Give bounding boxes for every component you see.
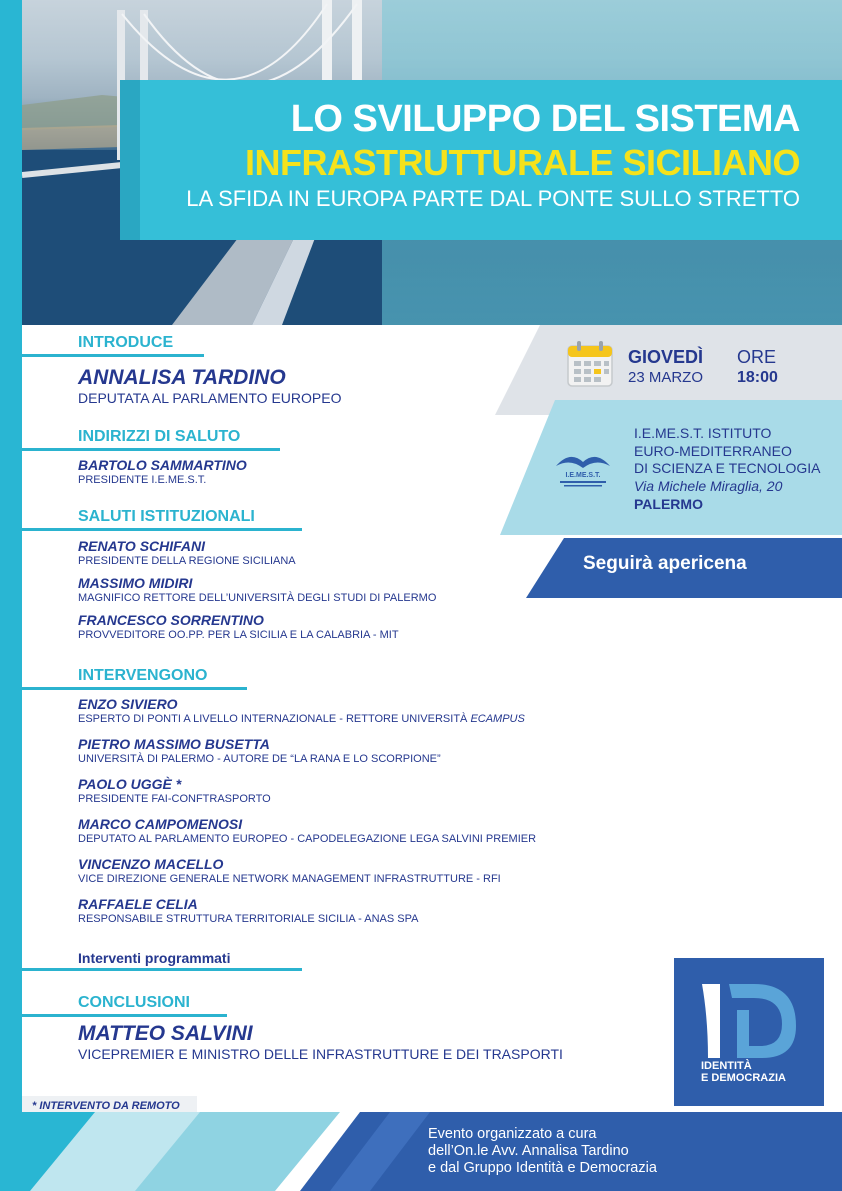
venue-line-2: EURO-MEDITERRANEO <box>634 443 792 459</box>
section-heading-saluto: INDIRIZZI DI SALUTO <box>78 428 241 445</box>
remote-note: * INTERVENTO DA REMOTO <box>32 1100 180 1112</box>
title-line-2: INFRASTRUTTURALE SICILIANO <box>245 142 800 183</box>
speaker-name: BARTOLO SAMMARTINO <box>78 457 247 473</box>
speaker-name: PIETRO MASSIMO BUSETTA <box>78 736 270 752</box>
speaker-role: RESPONSABILE STRUTTURA TERRITORIALE SICILIA - ANAS SPA <box>78 913 419 925</box>
introduce-name: ANNALISA TARDINO <box>78 366 286 389</box>
calendar-icon <box>566 340 614 388</box>
speaker-role <box>78 713 525 725</box>
section-heading-intervengono: INTERVENGONO <box>78 667 208 684</box>
speaker-role: VICE DIREZIONE GENERALE NETWORK MANAGEMENT INFRASTRUTTURE - RFI <box>78 873 501 885</box>
speaker-role: PRESIDENTE DELLA REGIONE SICILIANA <box>78 555 296 567</box>
venue-address: Via Michele Miraglia, 20 <box>634 478 783 494</box>
iemest-logo <box>552 448 614 490</box>
section-heading-conclusioni: CONCLUSIONI <box>78 994 190 1011</box>
logo-text: I.E.ME.S.T. <box>565 472 601 479</box>
speaker-name: MARCO CAMPOMENOSI <box>78 816 243 832</box>
subtitle: LA SFIDA IN EUROPA PARTE DAL PONTE SULLO STRETTO <box>186 186 800 211</box>
apericena-text: Seguirà apericena <box>583 553 747 574</box>
speaker-role: PRESIDENTE FAI-CONFTRASPORTO <box>78 793 271 805</box>
footer-band <box>0 1112 842 1191</box>
footer-line-2: dell’On.le Avv. Annalisa Tardino <box>428 1143 629 1159</box>
venue-city: PALERMO <box>634 496 703 512</box>
event-time: 18:00 <box>737 369 778 386</box>
footer-line-3: e dal Gruppo Identità e Democrazia <box>428 1160 657 1176</box>
section-underline <box>22 687 247 690</box>
speaker-name: ENZO SIVIERO <box>78 696 178 712</box>
introduce-role: DEPUTATA AL PARLAMENTO EUROPEO <box>78 390 342 406</box>
speaker-role: DEPUTATO AL PARLAMENTO EUROPEO - CAPODELEGAZIONE LEGA SALVINI PREMIER <box>78 833 537 845</box>
left-border <box>0 0 22 1191</box>
speaker-role: MAGNIFICO RETTORE DELL’UNIVERSITÀ DEGLI STUDI DI PALERMO <box>78 592 437 604</box>
programmati-label: Interventi programmati <box>78 950 231 966</box>
speaker-name: RAFFAELE CELIA <box>78 896 198 912</box>
conclusioni-name: MATTEO SALVINI <box>78 1022 253 1045</box>
speaker-name: MASSIMO MIDIRI <box>78 575 193 591</box>
venue-line-3: DI SCIENZA E TECNOLOGIA <box>634 460 821 476</box>
id-logo-text-2: E DEMOCRAZIA <box>701 1072 786 1084</box>
speaker-role: PROVVEDITORE OO.PP. PER LA SICILIA E LA CALABRIA - MIT <box>78 629 399 641</box>
speaker-role: PRESIDENTE I.E.ME.S.T. <box>78 474 207 486</box>
title-line-1: LO SVILUPPO DEL SISTEMA <box>290 98 800 140</box>
section-underline <box>22 968 302 971</box>
id-logo-text-1: IDENTITÀ <box>701 1060 752 1072</box>
footer-line-1: Evento organizzato a cura <box>428 1126 597 1142</box>
event-day: GIOVEDÌ <box>628 347 704 367</box>
section-underline <box>22 354 204 357</box>
conclusioni-role: VICEPREMIER E MINISTRO DELLE INFRASTRUTTURE E DEI TRASPORTI <box>78 1046 563 1062</box>
speaker-role: UNIVERSITÀ DI PALERMO - AUTORE DE “LA RANA E LO SCORPIONE” <box>78 753 441 765</box>
speaker-name: VINCENZO MACELLO <box>78 856 224 872</box>
section-heading-istituzionali: SALUTI ISTITUZIONALI <box>78 508 255 525</box>
section-heading-introduce: INTRODUCE <box>78 334 174 351</box>
section-underline <box>22 448 280 451</box>
speaker-role-italic: ECAMPUS <box>470 713 525 725</box>
speaker-name: PAOLO UGGÈ * <box>78 776 182 792</box>
speaker-role-text: ESPERTO DI PONTI A LIVELLO INTERNAZIONALE - RETTORE UNIVERSITÀ <box>78 713 468 725</box>
event-ore-label: ORE <box>737 347 777 367</box>
venue-line-1: I.E.ME.S.T. ISTITUTO <box>634 425 772 441</box>
speaker-name: FRANCESCO SORRENTINO <box>78 612 264 628</box>
section-underline <box>22 1014 227 1017</box>
event-date: 23 MARZO <box>628 369 704 386</box>
speaker-name: RENATO SCHIFANI <box>78 538 206 554</box>
section-underline <box>22 528 302 531</box>
